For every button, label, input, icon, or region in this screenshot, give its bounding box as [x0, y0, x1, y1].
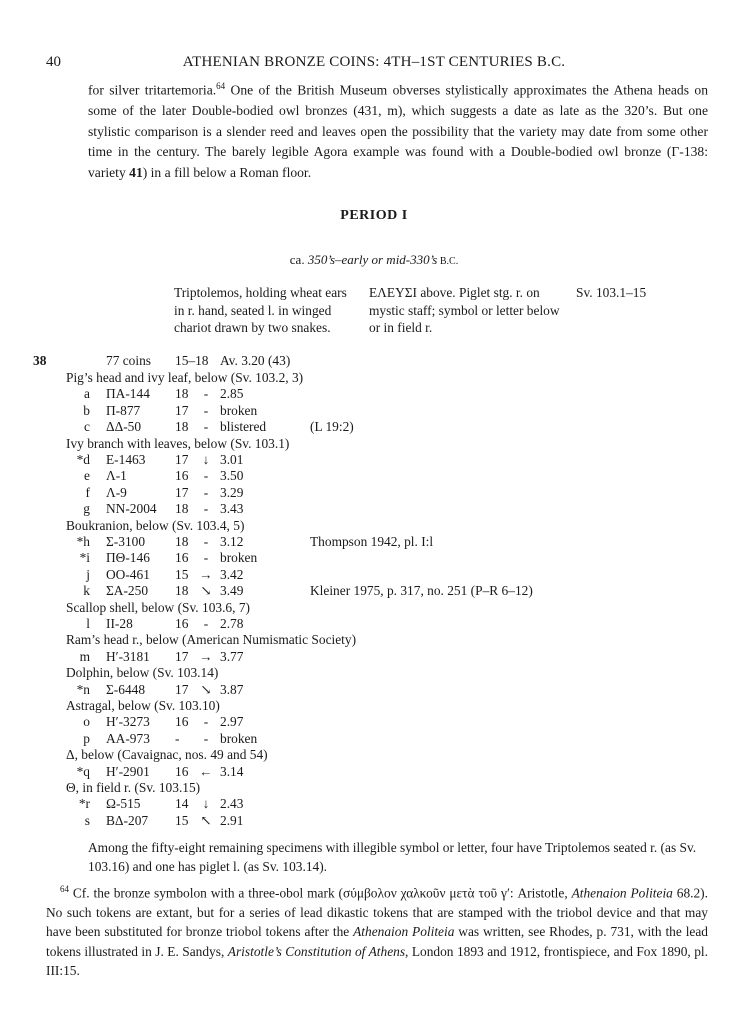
die-axis: ↘ [200, 681, 212, 697]
coin-reference: Kleiner 1975, p. 317, no. 251 (P–R 6–12) [310, 583, 533, 599]
summary-paragraph: Among the fifty-eight remaining specimens with illegible symbol or letter, four have Triptolemos seated r. (as Sv. 103.16) and one has piglet l. (as Sv. 103.14). [88, 840, 697, 874]
variety-number: 38 [33, 353, 47, 368]
die-axis: ↖ [200, 812, 212, 828]
coin-reference: (L 19:2) [310, 419, 354, 435]
coin-entry [0, 549, 748, 566]
coin-entry [0, 730, 748, 747]
coin-weight: blistered [220, 419, 267, 435]
footnote-title-3: Aristotle’s Constitution of Athens [227, 943, 406, 959]
coin-size: - [175, 730, 180, 746]
intro-text-2: One of the British Museum obverses stylistically approximates the Athena heads on some of the later Double-bodied owl bronzes (431, m), which suggests a date as late as the 320’s. But one stylistic comparison is a slender reed and leaves open the possibility that the variety may date from some other time in the century. The barely legible Agora example was found with a Double-bodied owl bronze (Γ-138: variety [88, 82, 708, 180]
coin-letter: *i [79, 550, 90, 566]
coin-weight: broken [220, 402, 258, 418]
coin-weight: 2.78 [220, 616, 244, 631]
coin-size: 17 [175, 484, 189, 500]
coin-entry [0, 385, 748, 402]
coin-size: 17 [175, 402, 189, 418]
group-label: Pig’s head and ivy leaf, below (Sv. 103.2, 3) [66, 370, 304, 385]
group-heading [0, 517, 748, 534]
group-label: Δ, below (Cavaignac, nos. 49 and 54) [66, 747, 268, 763]
coin-letter: g [83, 501, 90, 517]
coin-entry [0, 795, 748, 812]
coin-size: 18 [175, 534, 189, 549]
die-axis: - [203, 468, 209, 484]
coin-entry [0, 451, 748, 468]
coin-size: 17 [175, 452, 189, 467]
period-title: PERIOD I [340, 208, 408, 223]
group-heading [0, 779, 748, 796]
coin-letter: *n [76, 681, 90, 697]
footnote-title-1: Athenaion Politeia [571, 885, 673, 901]
date-line [0, 252, 748, 268]
footnote-title-2: Athenaion Politeia [353, 924, 455, 940]
group-heading [0, 435, 748, 452]
coin-size: 15 [175, 812, 189, 828]
coin-weight: 3.50 [220, 468, 244, 484]
die-axis: - [203, 616, 209, 631]
group-label: Astragal, below (Sv. 103.10) [66, 698, 220, 713]
coin-entry [0, 648, 748, 665]
group-label: Dolphin, below (Sv. 103.14) [66, 665, 219, 681]
coin-weight: 2.85 [220, 386, 244, 402]
die-axis: - [203, 550, 209, 566]
coin-weight: 3.12 [220, 534, 244, 549]
group-label: Θ, in field r. (Sv. 103.15) [66, 780, 201, 795]
coin-entry [0, 713, 748, 730]
variety-weight: Av. 3.20 (43) [220, 353, 291, 368]
date-suffix: B.C. [437, 256, 459, 267]
coin-reference: Thompson 1942, pl. I:l [310, 534, 434, 549]
group-heading [0, 599, 748, 616]
inventory-number: ΑΑ-973 [106, 730, 150, 746]
inventory-number: ΔΔ-50 [106, 419, 142, 435]
footnote-text-1: Cf. the bronze symbolon with a three-obol mark (σύμβολον χαλκοῦν μετὰ τοῦ γ′: Aristotle, [69, 885, 572, 901]
coin-weight: 3.43 [220, 501, 244, 517]
inventory-number: Η′-2901 [106, 763, 150, 779]
inventory-number: ΠΘ-146 [106, 550, 150, 566]
coin-letter: *r [78, 796, 90, 812]
coin-letter: f [85, 484, 90, 500]
inventory-number: Σ-3100 [106, 534, 146, 549]
coin-entry [0, 500, 748, 517]
coin-letter: m [79, 648, 90, 664]
reverse-description: ΕΛΕΥΣΙ above. Piglet stg. r. on mystic staff; symbol or letter below or in field r. [369, 285, 560, 335]
running-head: ATHENIAN BRONZE COINS: 4TH–1ST CENTURIES B.C. [182, 54, 566, 70]
coin-size: 16 [175, 468, 189, 484]
coin-size: 17 [175, 681, 189, 697]
footnote-text-4: , London 1893 and 1912, frontispiece, and Fox 1890, pl. III:15. [46, 943, 708, 979]
coin-entry [0, 566, 748, 583]
coin-entry [0, 615, 748, 632]
coin-weight: 3.77 [220, 648, 244, 664]
coin-entry [0, 467, 748, 484]
coin-letter: k [83, 583, 90, 599]
variety-ref: 41 [129, 164, 143, 180]
coin-letter: c [84, 419, 90, 435]
coin-letter: s [84, 812, 90, 828]
coin-size: 15 [175, 566, 189, 582]
coin-letter: b [83, 402, 90, 418]
die-axis: ↓ [202, 452, 210, 467]
coin-size: 16 [175, 616, 189, 631]
inventory-number: ΟΟ-461 [106, 566, 150, 582]
footnote-text-2: 68.2). No such tokens are extant, but for a series of lead dikastic tokens that are stamped with the triobol device and that may have been substituted for bronze triobol tokens after the [46, 885, 708, 940]
group-heading [0, 746, 748, 763]
coin-letter: e [84, 468, 90, 484]
die-axis: ↘ [200, 583, 212, 599]
coin-weight: 3.01 [220, 452, 244, 467]
coin-entry [0, 812, 748, 829]
type-reference: Sv. 103.1–15 [576, 285, 647, 300]
coin-weight: 2.97 [220, 714, 244, 730]
date-range: 350’s–early or mid-330’s [307, 252, 438, 267]
footnote [46, 880, 708, 981]
group-heading [0, 697, 748, 714]
die-axis: - [203, 714, 209, 730]
inventory-number: Π-877 [106, 402, 141, 418]
coin-size: 18 [175, 583, 189, 599]
group-label: Ivy branch with leaves, below (Sv. 103.1) [66, 435, 290, 451]
coin-weight: broken [220, 730, 258, 746]
coin-weight: 3.87 [220, 681, 244, 697]
die-axis: - [203, 402, 209, 418]
coin-letter: *q [76, 763, 90, 779]
die-axis: - [203, 501, 209, 517]
die-axis: - [203, 484, 209, 500]
coin-weight: 3.29 [220, 484, 244, 500]
inventory-number: ΠΑ-144 [106, 386, 150, 402]
die-axis: - [203, 419, 209, 435]
obverse-description: Triptolemos, holding wheat ears in r. hand, seated l. in winged chariot drawn by two snakes. [174, 285, 347, 335]
coin-weight: 3.49 [220, 583, 244, 599]
coin-entry [0, 681, 748, 698]
coin-letter: *h [76, 534, 90, 549]
inventory-number: Ε-1463 [106, 452, 146, 467]
inventory-number: Λ-1 [106, 468, 127, 484]
group-label: Ram’s head r., below (American Numismatic Society) [66, 632, 357, 648]
coin-letter: o [83, 714, 90, 730]
die-axis: ← [199, 763, 213, 779]
coin-entry [0, 484, 748, 501]
inventory-number: ΙΙ-28 [106, 616, 133, 631]
coin-entry [0, 402, 748, 419]
variety-count: 77 coins [106, 353, 152, 368]
inventory-number: Λ-9 [106, 484, 127, 500]
coin-entry [0, 533, 748, 550]
inventory-number: Ω-515 [106, 796, 141, 812]
coin-size: 18 [175, 419, 189, 435]
coin-entry [0, 763, 748, 780]
group-label: Boukranion, below (Sv. 103.4, 5) [66, 517, 245, 533]
variety-size: 15–18 [175, 353, 209, 368]
coin-size: 18 [175, 386, 189, 402]
variety-row [0, 352, 748, 369]
group-label: Scallop shell, below (Sv. 103.6, 7) [66, 599, 250, 615]
coin-letter: l [86, 616, 90, 631]
inventory-number: ΣΑ-250 [106, 583, 149, 599]
coin-weight: 3.42 [220, 566, 244, 582]
coin-weight: 2.43 [220, 796, 244, 812]
inventory-number: NN-2004 [106, 501, 157, 517]
inventory-number: Σ-6448 [106, 681, 146, 697]
footnote-number: 64 [60, 884, 69, 894]
date-prefix: ca. [289, 252, 308, 267]
coin-weight: 3.14 [220, 763, 244, 779]
coin-letter: j [86, 566, 90, 582]
coin-weight: 2.91 [220, 812, 244, 828]
group-heading [0, 369, 748, 386]
intro-paragraph [88, 76, 708, 183]
die-axis: - [203, 386, 209, 402]
inventory-number: ΒΔ-207 [106, 812, 149, 828]
coin-size: 16 [175, 714, 189, 730]
die-axis: - [203, 730, 209, 746]
die-axis: → [199, 566, 213, 582]
intro-text-3: ) in a fill below a Roman floor. [142, 164, 312, 180]
coin-weight: broken [220, 550, 258, 566]
page-number: 40 [46, 54, 61, 70]
die-axis: - [203, 534, 209, 549]
coin-entry [0, 418, 748, 435]
coin-size: 16 [175, 763, 189, 779]
coin-size: 14 [175, 796, 189, 812]
coin-size: 17 [175, 648, 189, 664]
die-axis: → [199, 648, 213, 664]
footnote-marker: 64 [216, 81, 226, 91]
coin-size: 18 [175, 501, 189, 517]
footnote-text-3: was written, see Rhodes, p. 731, with the lead tokens illustrated in J. E. Sandys, [46, 924, 708, 959]
inventory-number: Η′-3181 [106, 648, 150, 664]
coin-size: 16 [175, 550, 189, 566]
group-heading [0, 631, 748, 648]
coin-entry [0, 582, 748, 599]
coin-letter: a [84, 386, 90, 402]
inventory-number: Η′-3273 [106, 714, 150, 730]
coin-letter: p [83, 730, 90, 746]
die-axis: ↓ [202, 796, 210, 812]
group-heading [0, 664, 748, 681]
intro-text-1: for silver tritartemoria. [88, 82, 217, 98]
coin-letter: *d [76, 452, 90, 467]
